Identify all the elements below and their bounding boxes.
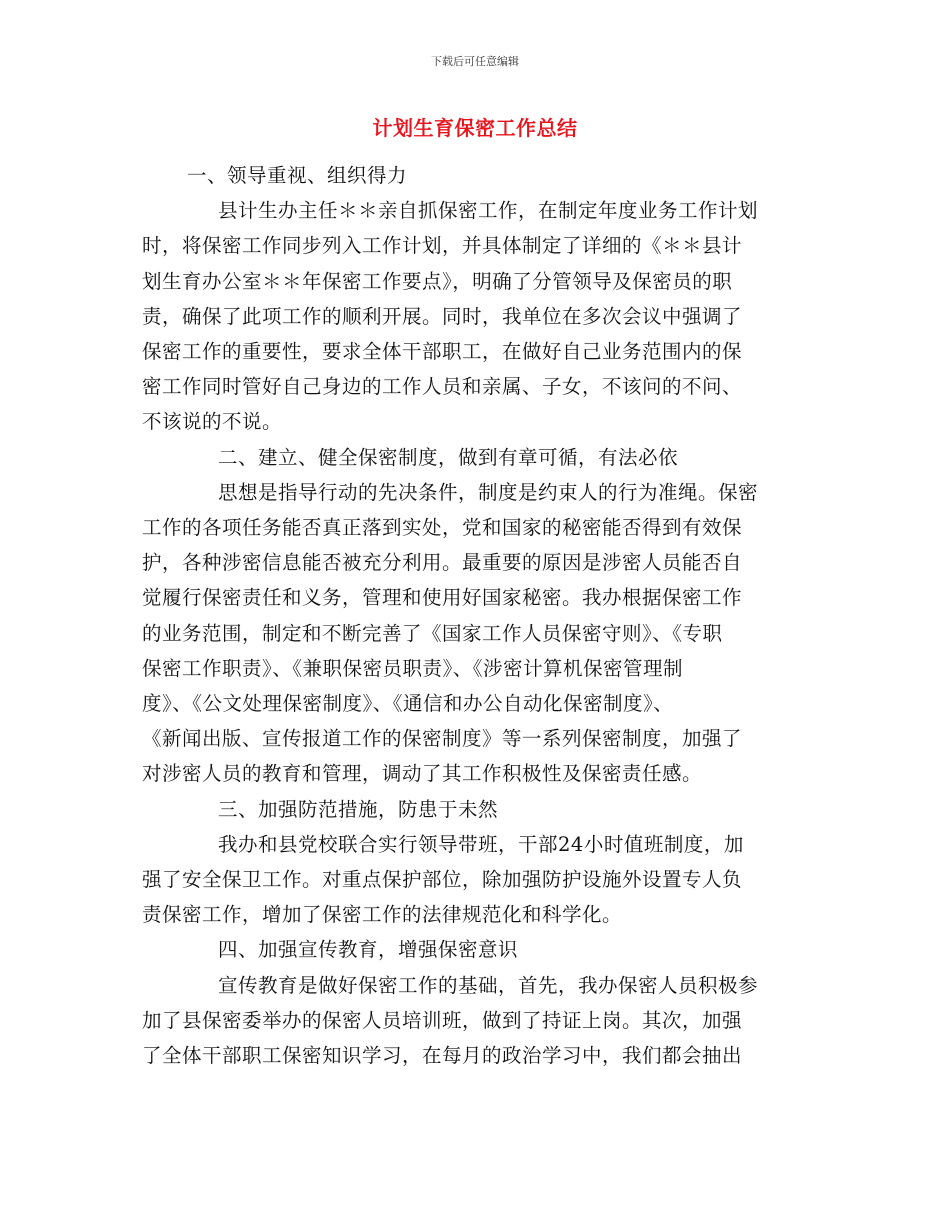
paragraph-line: 了全体干部职工保密知识学习，在每月的政治学习中，我们都会抽出	[142, 1044, 743, 1068]
header-note: 下载后可任意编辑	[431, 55, 519, 68]
paragraph-line: 思想是指导行动的先决条件，制度是约束人的行为准绳。保密	[218, 480, 759, 504]
section-heading: 二、建立、健全保密制度，做到有章可循，有法必依	[218, 445, 679, 469]
paragraph-line: 我办和县党校联合实行领导带班，干部24小时值班制度，加	[218, 832, 744, 856]
section-heading: 四、加强宣传教育，增强保密意识	[218, 938, 519, 962]
paragraph-line: 度》、《公文处理保密制度》、《通信和办公自动化保密制度》、	[142, 692, 674, 716]
section-heading: 一、领导重视、组织得力	[187, 164, 408, 187]
paragraph-line: 的业务范围，制定和不断完善了《国家工作人员保密守则》、《专职	[142, 621, 723, 645]
paragraph-line: 工作的各项任务能否真正落到实处，党和国家的秘密能否得到有效保	[142, 516, 743, 540]
paragraph-line: 密工作同时管好自己身边的工作人员和亲属、子女，不该问的不问、	[142, 375, 743, 399]
document-title: 计划生育保密工作总结	[372, 116, 578, 140]
paragraph-line: 保密工作职责》、《兼职保密员职责》、《涉密计算机保密管理制	[142, 656, 684, 680]
paragraph-line: 划生育办公室＊＊年保密工作要点》，明确了分管领导及保密员的职	[142, 269, 733, 293]
document-body	[142, 158, 807, 1073]
paragraph-line: 不该说的不说。	[142, 410, 283, 434]
paragraph-line: 宣传教育是做好保密工作的基础，首先，我办保密人员积极参	[218, 973, 759, 997]
paragraph-line: 对涉密人员的教育和管理，调动了其工作积极性及保密责任感。	[142, 762, 703, 786]
paragraph-line: 时，将保密工作同步列入工作计划，并具体制定了详细的《＊＊县计	[142, 234, 743, 258]
paragraph-line: 县计生办主任＊＊亲自抓保密工作，在制定年度业务工作计划	[218, 199, 759, 223]
section-heading: 三、加强防范措施，防患于未然	[218, 797, 499, 821]
paragraph-line: 责，确保了此项工作的顺利开展。同时，我单位在多次会议中强调了	[142, 304, 743, 328]
paragraph-line: 《新闻出版、宣传报道工作的保密制度》等一系列保密制度，加强了	[142, 727, 743, 751]
paragraph-line: 觉履行保密责任和义务，管理和使用好国家秘密。我办根据保密工作	[142, 586, 743, 610]
paragraph-line: 加了县保密委举办的保密人员培训班，做到了持证上岗。其次，加强	[142, 1008, 743, 1032]
paragraph-line: 保密工作的重要性，要求全体干部职工，在做好自己业务范围内的保	[142, 340, 743, 364]
paragraph-line: 护，各种涉密信息能否被充分利用。最重要的原因是涉密人员能否自	[142, 551, 743, 575]
paragraph-line: 责保密工作，增加了保密工作的法律规范化和科学化。	[142, 903, 623, 927]
paragraph-line: 强了安全保卫工作。对重点保护部位，除加强防护设施外设置专人负	[142, 868, 743, 892]
